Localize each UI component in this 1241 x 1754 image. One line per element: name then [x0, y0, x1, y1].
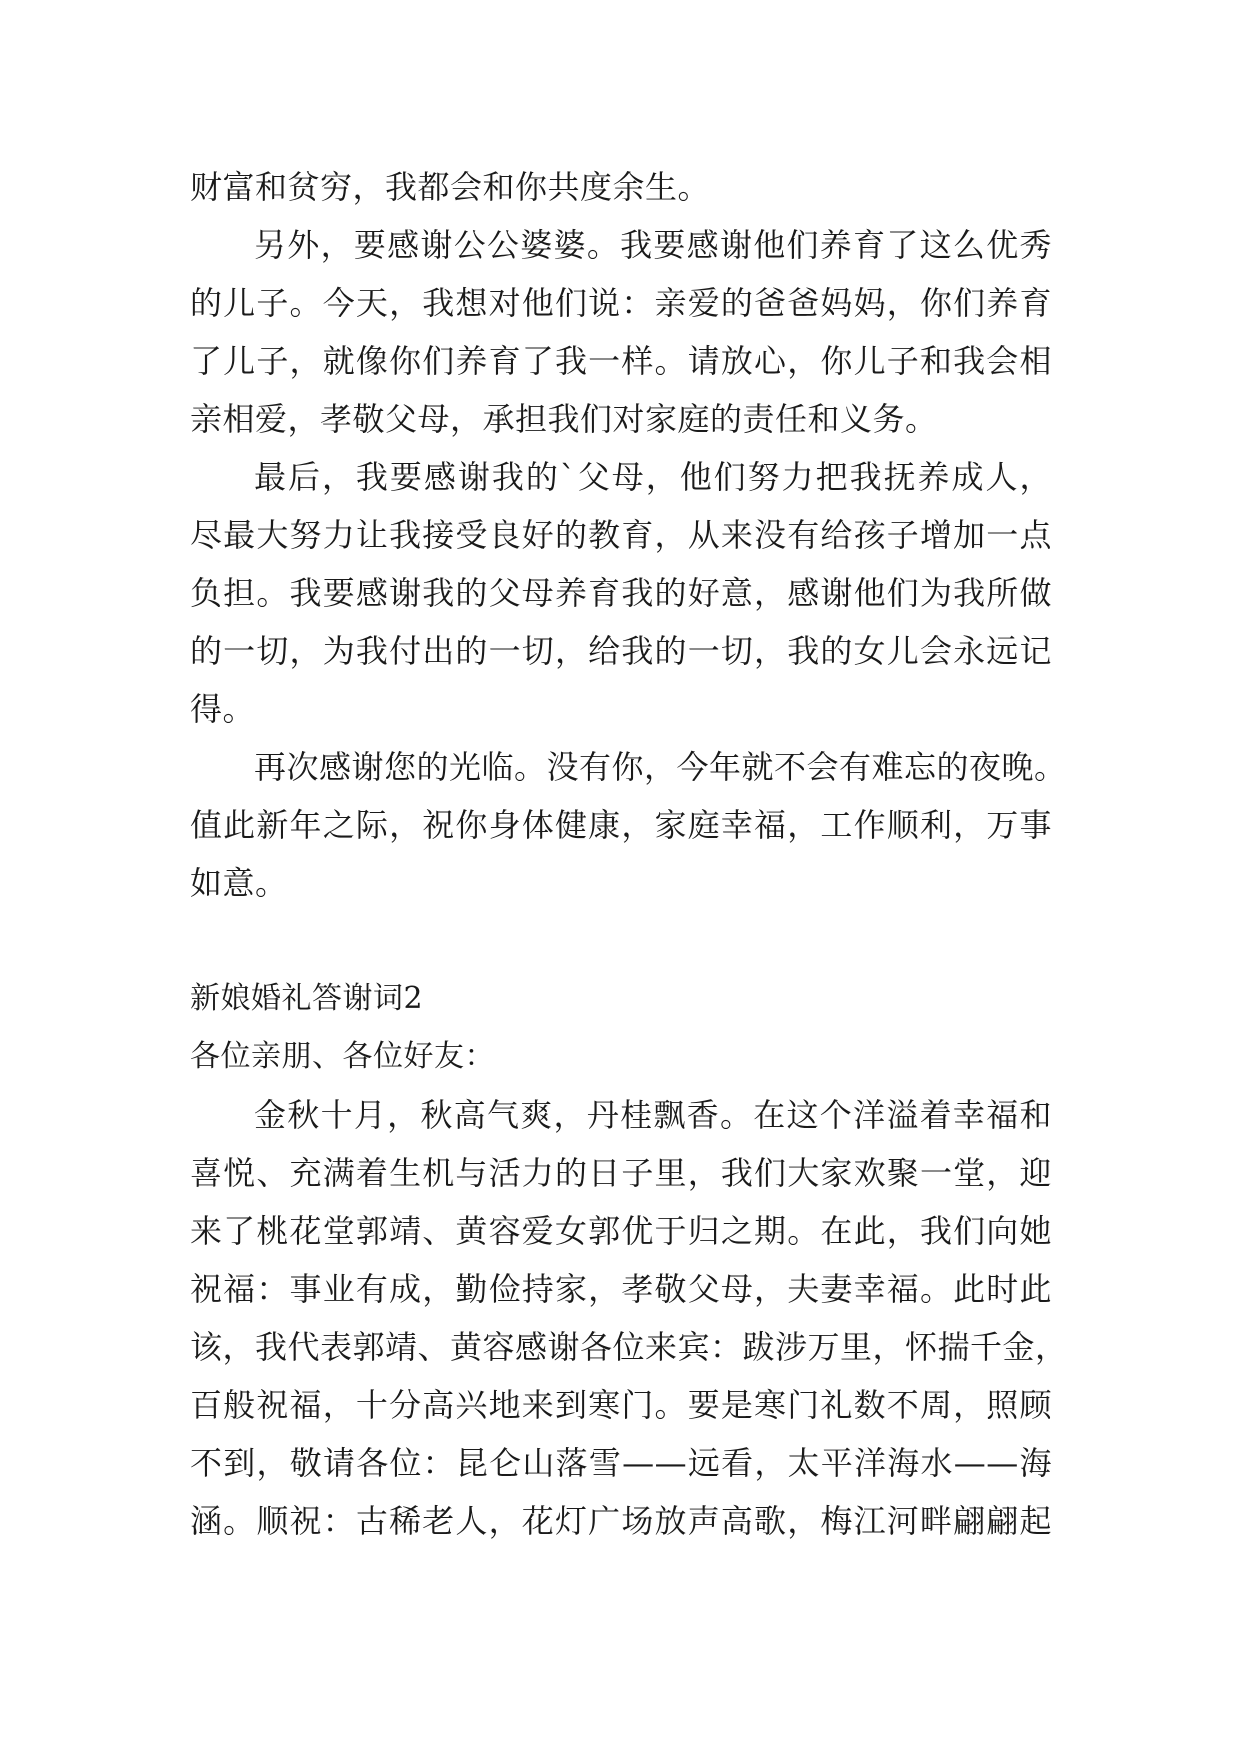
text-line: 该，我代表郭靖、黄容感谢各位来宾：跋涉万里，怀揣千金， [190, 1328, 1068, 1366]
text-line: 另外，要感谢公公婆婆。我要感谢他们养育了这么优秀 [254, 226, 1052, 264]
text-line: 喜悦、充满着生机与活力的日子里，我们大家欢聚一堂，迎 [190, 1154, 1052, 1192]
paragraph-closing-wishes [190, 738, 1067, 912]
text-line: 来了桃花堂郭靖、黄容爱女郭优于归之期。在此，我们向她 [190, 1212, 1052, 1250]
paragraph-autumn-blessing [190, 1086, 1068, 1550]
section-spacer [190, 912, 1052, 970]
text-line: 祝福：事业有成，勤俭持家，孝敬父母，夫妻幸福。此时此 [190, 1270, 1052, 1308]
paragraph-ending [190, 158, 1052, 216]
text-line: 再次感谢您的光临。没有你，今年就不会有难忘的夜晚。 [254, 748, 1067, 786]
text-line: 的儿子。今天，我想对他们说：亲爱的爸爸妈妈，你们养育 [190, 284, 1052, 322]
text-line: 如意。 [190, 864, 288, 902]
text-line: 尽最大努力让我接受良好的教育，从来没有给孩子增加一点 [190, 516, 1052, 554]
text-line: 的一切，为我付出的一切，给我的一切，我的女儿会永远记 [190, 632, 1052, 670]
text-line: 最后，我要感谢我的`父母，他们努力把我抚养成人， [254, 458, 1052, 496]
text-line: 得。 [190, 690, 256, 728]
text-line: 负担。我要感谢我的父母养育我的好意，感谢他们为我所做 [190, 574, 1052, 612]
text-line: 不到，敬请各位：昆仑山落雪——远看，太平洋海水——海 [190, 1444, 1052, 1482]
text-line: 金秋十月，秋高气爽，丹桂飘香。在这个洋溢着幸福和 [254, 1096, 1052, 1134]
paragraph-thanks-in-laws [190, 216, 1052, 448]
text-line: 百般祝福，十分高兴地来到寒门。要是寒门礼数不周，照顾 [190, 1386, 1052, 1424]
text-line: 值此新年之际，祝你身体健康，家庭幸福，工作顺利，万事 [190, 806, 1052, 844]
text-line: 了儿子，就像你们养育了我一样。请放心，你儿子和我会相 [190, 342, 1052, 380]
paragraph-thanks-parents [190, 448, 1052, 738]
section-title: 新娘婚礼答谢词2 [190, 981, 424, 1016]
text-line: 涵。顺祝：古稀老人，花灯广场放声高歌，梅江河畔翩翩起 [190, 1502, 1052, 1540]
text-line: 亲相爱，孝敬父母，承担我们对家庭的责任和义务。 [190, 400, 938, 438]
text-line: 财富和贫穷，我都会和你共度余生。 [190, 168, 711, 206]
greeting: 各位亲朋、各位好友： [190, 1039, 495, 1074]
document-page [190, 158, 1068, 1550]
